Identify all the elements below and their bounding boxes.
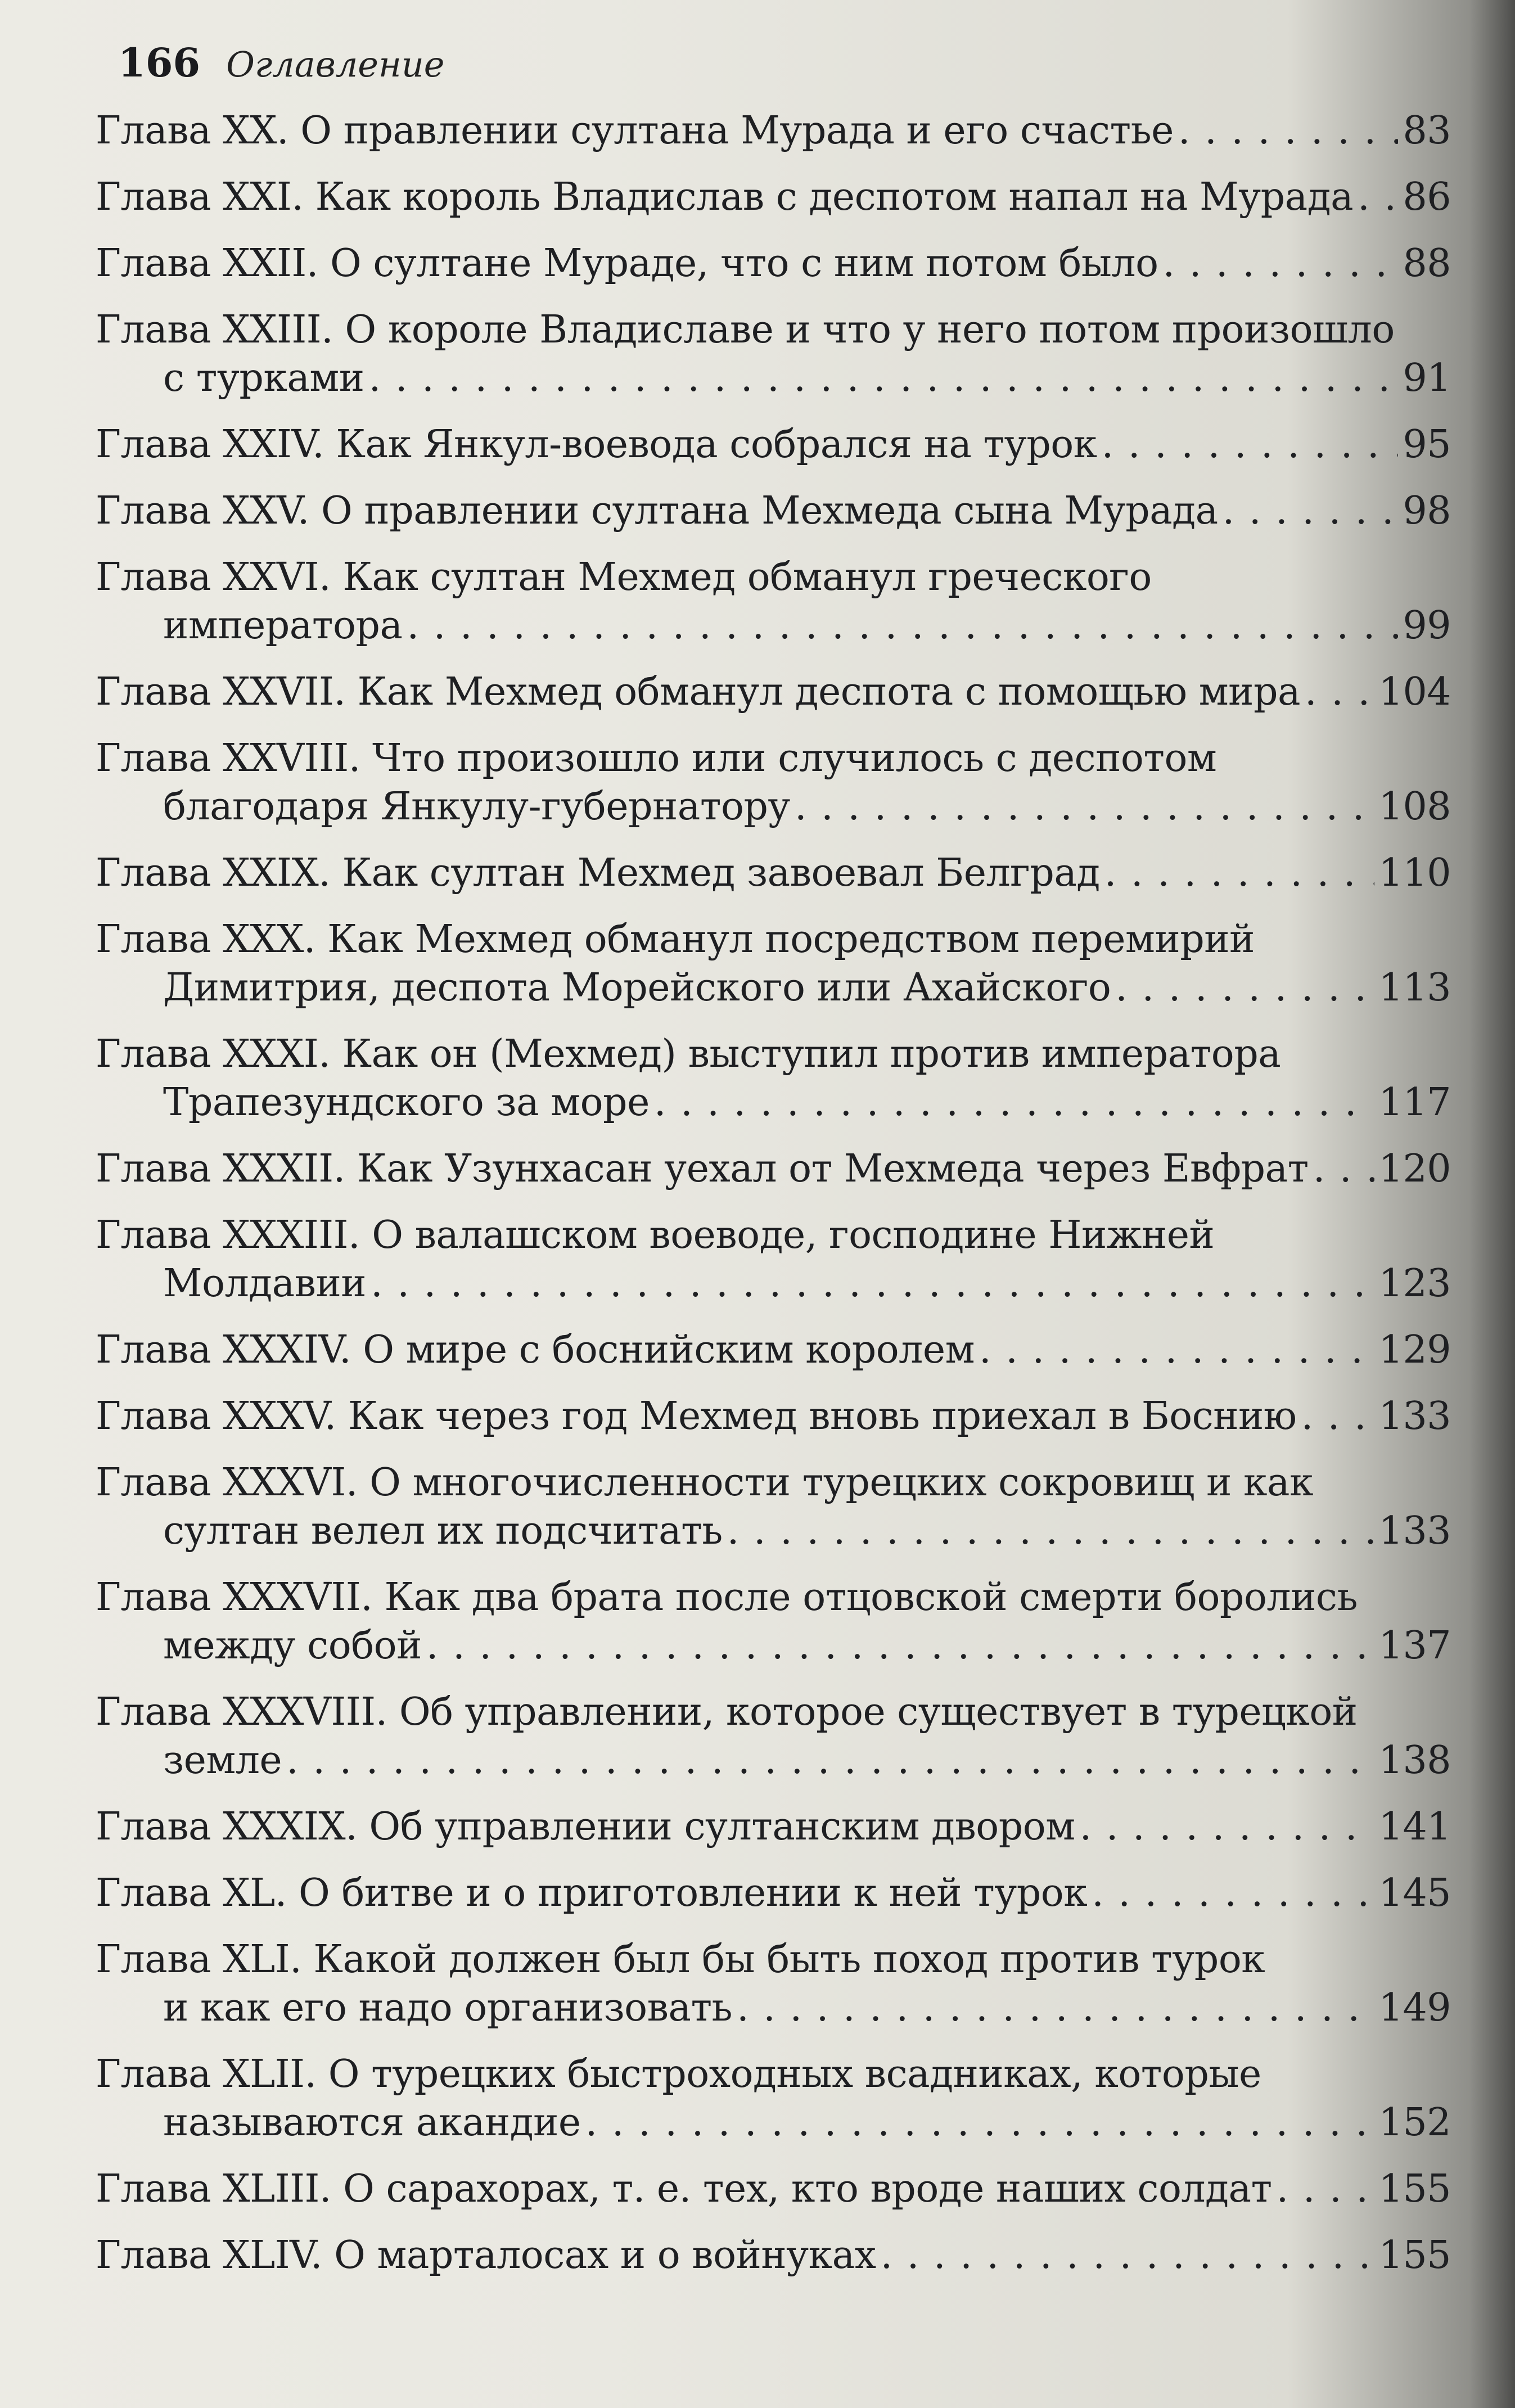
- dot-leader: [1102, 421, 1399, 469]
- toc-page-number: 129: [1378, 1328, 1451, 1372]
- toc-entry-title-continuation: Трапезундского за море: [163, 1080, 650, 1125]
- toc-entry: [96, 1869, 1451, 1918]
- dot-leader: [426, 1622, 1374, 1670]
- page-number: 166: [118, 39, 201, 86]
- dot-leader: [1104, 849, 1374, 898]
- toc-entry: [96, 1326, 1451, 1374]
- dot-leader: [286, 1737, 1374, 1785]
- toc-entry-title: Глава XXXIX. Об управлении султанским двором: [96, 1805, 1075, 1849]
- toc-entry: [96, 2050, 1451, 2147]
- toc-entry-line: [96, 1803, 1451, 1851]
- toc-page-number: 104: [1378, 670, 1451, 714]
- toc-entry-title: Глава XXI. Как король Владислав с деспотом напал на Мурада: [96, 175, 1354, 219]
- toc-page-number: 117: [1378, 1080, 1451, 1125]
- toc-page-number: 145: [1378, 1871, 1451, 1915]
- toc-page-number: 95: [1403, 422, 1451, 467]
- dot-leader: [881, 2231, 1374, 2280]
- dot-leader: [1313, 1145, 1374, 1193]
- toc-entry-line: [96, 1326, 1451, 1374]
- toc-entry-title: Глава XXVI. Как султан Мехмед обманул греческого: [96, 555, 1152, 599]
- toc-entry-title: Глава XXIV. Как Янкул-воевода собрался на турок: [96, 422, 1097, 467]
- toc-entry-title: Глава XLIII. О сарахорах, т. е. тех, кто вроде наших солдат: [96, 2167, 1272, 2211]
- toc-entry-line: [96, 173, 1451, 222]
- toc-page-number: 86: [1403, 175, 1451, 219]
- toc-entry-line: [96, 1869, 1451, 1918]
- toc-entry-line: [96, 849, 1451, 898]
- toc-page-number: 113: [1378, 966, 1451, 1010]
- toc-page-number: 152: [1378, 2100, 1451, 2145]
- toc-entry: [96, 107, 1451, 155]
- section-title: Оглавление: [226, 44, 445, 85]
- table-of-contents: [96, 107, 1451, 2298]
- toc-entry-title: Глава XXXV. Как через год Мехмед вновь приехал в Боснию: [96, 1394, 1297, 1439]
- toc-entry-line: [96, 1737, 1451, 1785]
- dot-leader: [979, 1326, 1374, 1374]
- toc-entry-title: Глава XXXI. Как он (Мехмед) выступил против императора: [96, 1032, 1281, 1076]
- toc-entry: [96, 553, 1451, 650]
- toc-page-number: 155: [1378, 2233, 1451, 2278]
- toc-entry-line: [96, 783, 1451, 831]
- dot-leader: [737, 1984, 1374, 2032]
- toc-entry-line: [96, 964, 1451, 1012]
- toc-entry: [96, 1145, 1451, 1193]
- toc-entry-title-continuation: называются акандие: [163, 2100, 581, 2145]
- toc-page-number: 133: [1378, 1509, 1451, 1553]
- toc-entry-title-continuation: и как его надо организовать: [163, 1986, 733, 2030]
- toc-entry-title: Глава XXXVIII. Об управлении, которое существует в турецкой: [96, 1690, 1358, 1734]
- toc-page-number: 99: [1403, 603, 1451, 648]
- toc-entry-line: [96, 1079, 1451, 1127]
- toc-entry-line: [96, 107, 1451, 155]
- toc-entry: [96, 2231, 1451, 2280]
- toc-page-number: 137: [1378, 1624, 1451, 1668]
- toc-entry-title: Глава XXXIII. О валашском воеводе, господине Нижней: [96, 1213, 1215, 1257]
- toc-entry-line: [96, 668, 1451, 716]
- dot-leader: [1277, 2165, 1374, 2213]
- dot-leader: [1358, 173, 1398, 222]
- toc-page-number: 108: [1378, 784, 1451, 829]
- toc-entry-title-continuation: императора: [163, 603, 403, 648]
- toc-entry: [96, 1030, 1451, 1127]
- toc-page-number: 155: [1378, 2167, 1451, 2211]
- toc-entry-line: [96, 421, 1451, 469]
- dot-leader: [1301, 1392, 1374, 1441]
- toc-entry-title: Глава XXIX. Как султан Мехмед завоевал Белград: [96, 851, 1100, 895]
- toc-page-number: 149: [1378, 1986, 1451, 2030]
- toc-entry-title: Глава XX. О правлении султана Мурада и его счастье: [96, 109, 1174, 153]
- toc-entry: [96, 421, 1451, 469]
- toc-entry-title: Глава XXII. О султане Мураде, что с ним потом было: [96, 241, 1158, 286]
- toc-entry: [96, 1392, 1451, 1441]
- toc-entry-line: [96, 1260, 1451, 1308]
- dot-leader: [407, 602, 1398, 650]
- toc-entry-title: Глава XXXII. Как Узунхасан уехал от Мехмеда через Евфрат: [96, 1147, 1309, 1191]
- toc-entry-title: Глава XXVIII. Что произошло или случилось с деспотом: [96, 736, 1217, 781]
- dot-leader: [654, 1079, 1374, 1127]
- toc-entry-line: [96, 1392, 1451, 1441]
- toc-entry: [96, 173, 1451, 222]
- dot-leader: [371, 1260, 1374, 1308]
- toc-entry-title: Глава XXXVI. О многочисленности турецких сокровищ и как: [96, 1460, 1314, 1505]
- toc-page-number: 123: [1378, 1261, 1451, 1306]
- toc-entry: [96, 1688, 1451, 1785]
- toc-entry-line: [96, 487, 1451, 535]
- toc-entry-line: [96, 2165, 1451, 2213]
- toc-page-number: 138: [1378, 1738, 1451, 1783]
- toc-entry-line: [96, 2231, 1451, 2280]
- toc-entry: [96, 1459, 1451, 1555]
- dot-leader: [727, 1507, 1374, 1555]
- toc-entry-title: Глава XXIII. О короле Владиславе и что у него потом произошло: [96, 308, 1395, 352]
- toc-entry-title: Глава XXXVII. Как два брата после отцовской смерти боролись: [96, 1575, 1358, 1620]
- dot-leader: [1178, 107, 1399, 155]
- toc-entry-line: [96, 1622, 1451, 1670]
- toc-entry: [96, 1573, 1451, 1670]
- toc-entry-line: [96, 240, 1451, 288]
- dot-leader: [1223, 487, 1399, 535]
- toc-entry: [96, 306, 1451, 403]
- toc-entry: [96, 1803, 1451, 1851]
- dot-leader: [585, 2099, 1374, 2147]
- toc-entry: [96, 1936, 1451, 2032]
- toc-entry: [96, 240, 1451, 288]
- toc-entry-title: Глава XXVII. Как Мехмед обманул деспота с помощью мира: [96, 670, 1301, 714]
- toc-page-number: 83: [1403, 109, 1451, 153]
- toc-entry: [96, 487, 1451, 535]
- toc-page-number: 91: [1403, 356, 1451, 400]
- toc-page-number: 120: [1378, 1147, 1451, 1191]
- toc-page-number: 110: [1378, 851, 1451, 895]
- toc-entry: [96, 849, 1451, 898]
- toc-entry-line: [96, 2099, 1451, 2147]
- toc-page-number: 133: [1378, 1394, 1451, 1439]
- toc-entry-title-continuation: Димитрия, деспота Морейского или Ахайского: [163, 966, 1111, 1010]
- toc-entry-title-continuation: Молдавии: [163, 1261, 367, 1306]
- dot-leader: [1115, 964, 1374, 1012]
- toc-entry-title-continuation: между собой: [163, 1624, 422, 1668]
- toc-entry-line: [96, 1145, 1451, 1193]
- toc-entry-line: [96, 354, 1451, 403]
- toc-entry-title: Глава XLII. О турецких быстроходных всадниках, которые: [96, 2052, 1261, 2096]
- toc-entry: [96, 668, 1451, 716]
- toc-page-number: 141: [1378, 1805, 1451, 1849]
- toc-page-number: 88: [1403, 241, 1451, 286]
- toc-entry: [96, 734, 1451, 831]
- toc-entry-title: Глава XL. О битве и о приготовлении к ней турок: [96, 1871, 1088, 1915]
- dot-leader: [1080, 1803, 1374, 1851]
- dot-leader: [1305, 668, 1374, 716]
- toc-entry-title: Глава XLI. Какой должен был бы быть поход против турок: [96, 1937, 1265, 1982]
- toc-entry-title-continuation: земле: [163, 1738, 282, 1783]
- toc-entry: [96, 1211, 1451, 1308]
- toc-entry-title: Глава XXXIV. О мире с боснийским королем: [96, 1328, 975, 1372]
- toc-entry-title: Глава XXX. Как Мехмед обманул посредством перемирий: [96, 917, 1255, 962]
- dot-leader: [1163, 240, 1399, 288]
- toc-entry-line: [96, 602, 1451, 650]
- toc-entry-title-continuation: благодаря Янкулу-губернатору: [163, 784, 790, 829]
- dot-leader: [369, 354, 1399, 403]
- toc-entry-title-continuation: с турками: [163, 356, 364, 400]
- toc-entry: [96, 916, 1451, 1012]
- dot-leader: [795, 783, 1374, 831]
- toc-page-number: 98: [1403, 489, 1451, 533]
- toc-entry-line: [96, 1984, 1451, 2032]
- toc-entry-line: [96, 1507, 1451, 1555]
- toc-entry-title-continuation: султан велел их подсчитать: [163, 1509, 723, 1553]
- toc-entry-title: Глава XXV. О правлении султана Мехмеда сына Мурада: [96, 489, 1218, 533]
- dot-leader: [1092, 1869, 1374, 1918]
- toc-entry: [96, 2165, 1451, 2213]
- toc-entry-title: Глава XLIV. О марталосах и о войнуках: [96, 2233, 876, 2278]
